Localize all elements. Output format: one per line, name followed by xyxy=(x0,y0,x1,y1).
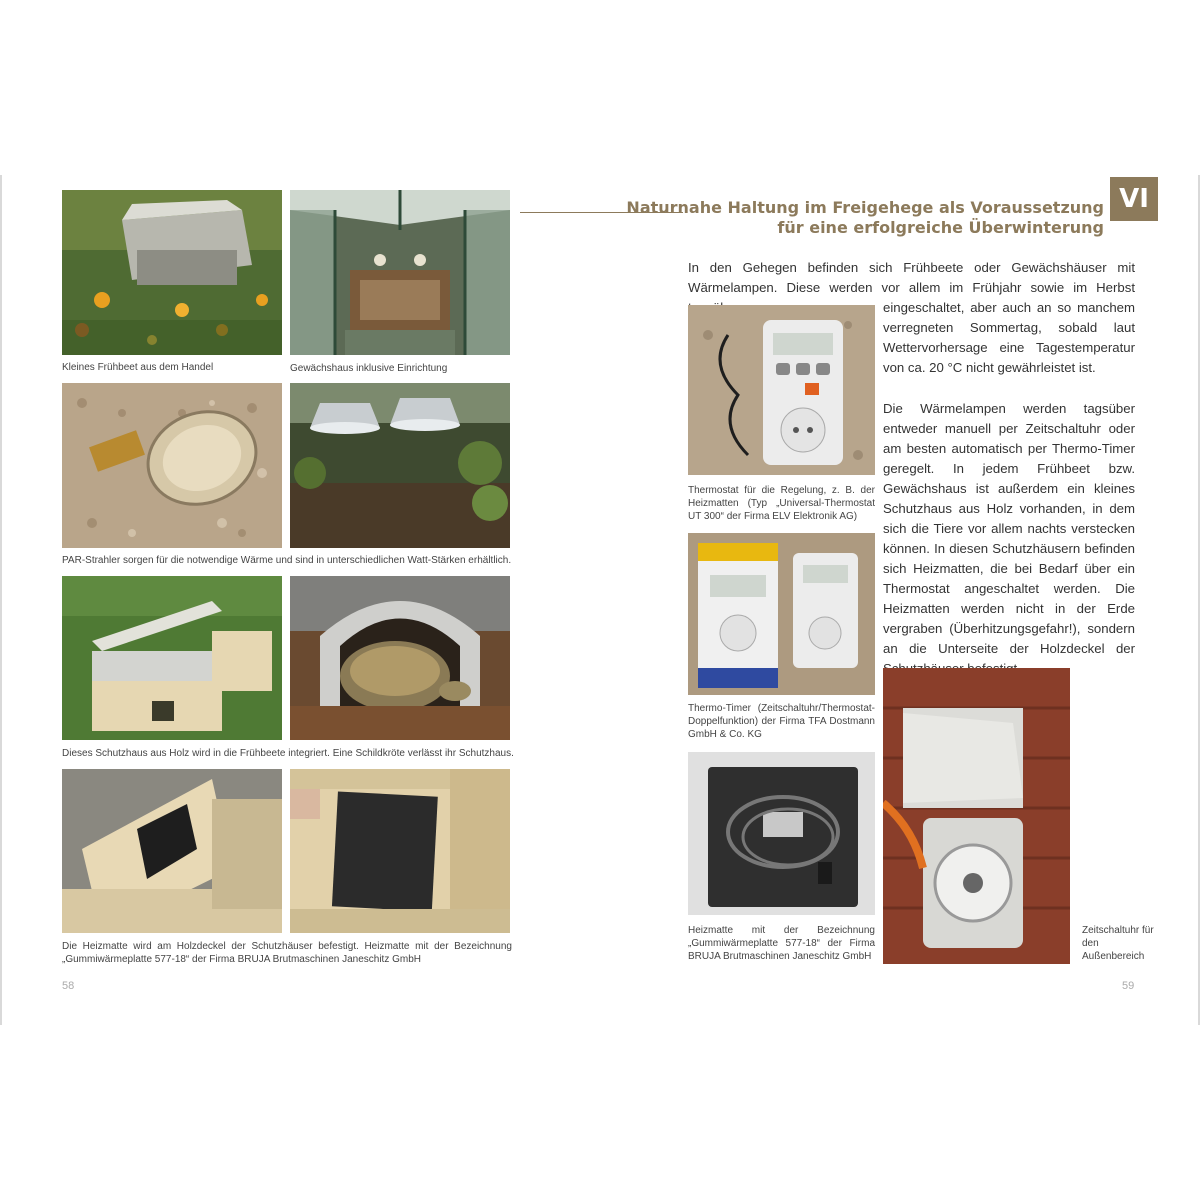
photo-schutzhaus xyxy=(62,576,282,740)
photo-thermostat xyxy=(688,305,875,475)
caption-gewaechshaus: Gewächshaus inklusive Einrichtung xyxy=(290,363,448,374)
photo-par-lampen xyxy=(290,383,510,548)
chapter-heading xyxy=(626,198,1104,238)
body-paragraph-1-top: In den Gehegen befinden sich Frühbeete oder Gewächshäuser mit Wärmelampen. Diese werden vor allem im Frühjahr sowie im Herbst xyxy=(688,260,1135,295)
page-number-left: 58 xyxy=(62,980,75,992)
chapter-heading-line2: für eine erfolgreiche Überwinterung xyxy=(777,218,1104,237)
caption-par-strahler: PAR-Strahler sorgen für die notwendige Wärme und sind in unterschiedlichen Watt-Stärken erhältlich. xyxy=(62,555,512,566)
caption-heizmatte-right: Heizmatte mit der Bezeichnung „Gummiwärmeplatte 577-18“ der Firma BRUJA Brutmaschinen Janeschitz GmbH xyxy=(688,925,875,962)
caption-thermostat: Thermostat für die Regelung, z. B. der Heizmatten (Typ „Universal-Thermostat UT 300“ der Firma ELV Elektronik AG) xyxy=(688,485,875,522)
photo-heizmatte xyxy=(688,752,875,915)
caption-heizmatte: Die Heizmatte wird am Holzdeckel der Schutzhäuser befestigt. Heizmatte mit der Bezeichnung „Gummiwärmeplatte 577-18“ der Firma BRUJA Brutmaschinen Janeschitz GmbH xyxy=(62,941,512,965)
photo-heizmatte-montage xyxy=(290,769,510,933)
caption-fruehbeet: Kleines Frühbeet aus dem Handel xyxy=(62,362,214,373)
chapter-number-badge: VI xyxy=(1110,177,1158,221)
page-number-right: 59 xyxy=(1122,980,1135,992)
photo-thermo-timer xyxy=(688,533,875,695)
photo-par-strahler xyxy=(62,383,282,548)
caption-thermo-timer: Thermo-Timer (Zeitschaltuhr/Thermostat-Doppelfunktion) der Firma TFA Dostmann GmbH & Co. KG xyxy=(688,703,875,740)
photo-gewaechshaus xyxy=(290,190,510,355)
body-paragraph-2: Die Wärmelampen werden tagsüber entweder manuell per Zeitschaltuhr oder am besten automatisch per Thermo-Timer geregelt. In jedem Frühbeet bzw. Gewächshaus ist außerdem ein kleines Schutzhaus aus Holz vorhanden, in dem sich die Tiere vor allem nachts verstecken können. In diesen Schutzhäusern befinden sich Heizmatten, die bei Bedarf über ein Thermostat angeschaltet werden. Die Heizmatten werden nicht in der Erde vergraben (Überhitzungsgefahr!), sondern an die Unterseite der Holzdeckel der xyxy=(883,401,1135,656)
photo-schildkroete xyxy=(290,576,510,740)
photo-heizmatte-deckel xyxy=(62,769,282,933)
page-edge-left xyxy=(0,175,2,1025)
caption-zeitschaltuhr: Zeitschaltuhr für den Außenbereich xyxy=(1082,925,1154,962)
photo-zeitschaltuhr xyxy=(883,668,1070,964)
caption-schutzhaus: Dieses Schutzhaus aus Holz wird in die Frühbeete integriert. Eine Schildkröte verlässt ihr Schutzhaus. xyxy=(62,748,514,759)
body-paragraph-1-rest: eingeschaltet, aber auch an so manchem verregneten Sommertag, sobald laut Wettervorhersage eine Tagestemperatur von ca. 20 °C nicht gewährleistet ist. xyxy=(883,300,1135,375)
photo-fruehbeet xyxy=(62,190,282,355)
chapter-heading-line1: Naturnahe Haltung im Freigehege als Voraussetzung xyxy=(626,198,1104,217)
